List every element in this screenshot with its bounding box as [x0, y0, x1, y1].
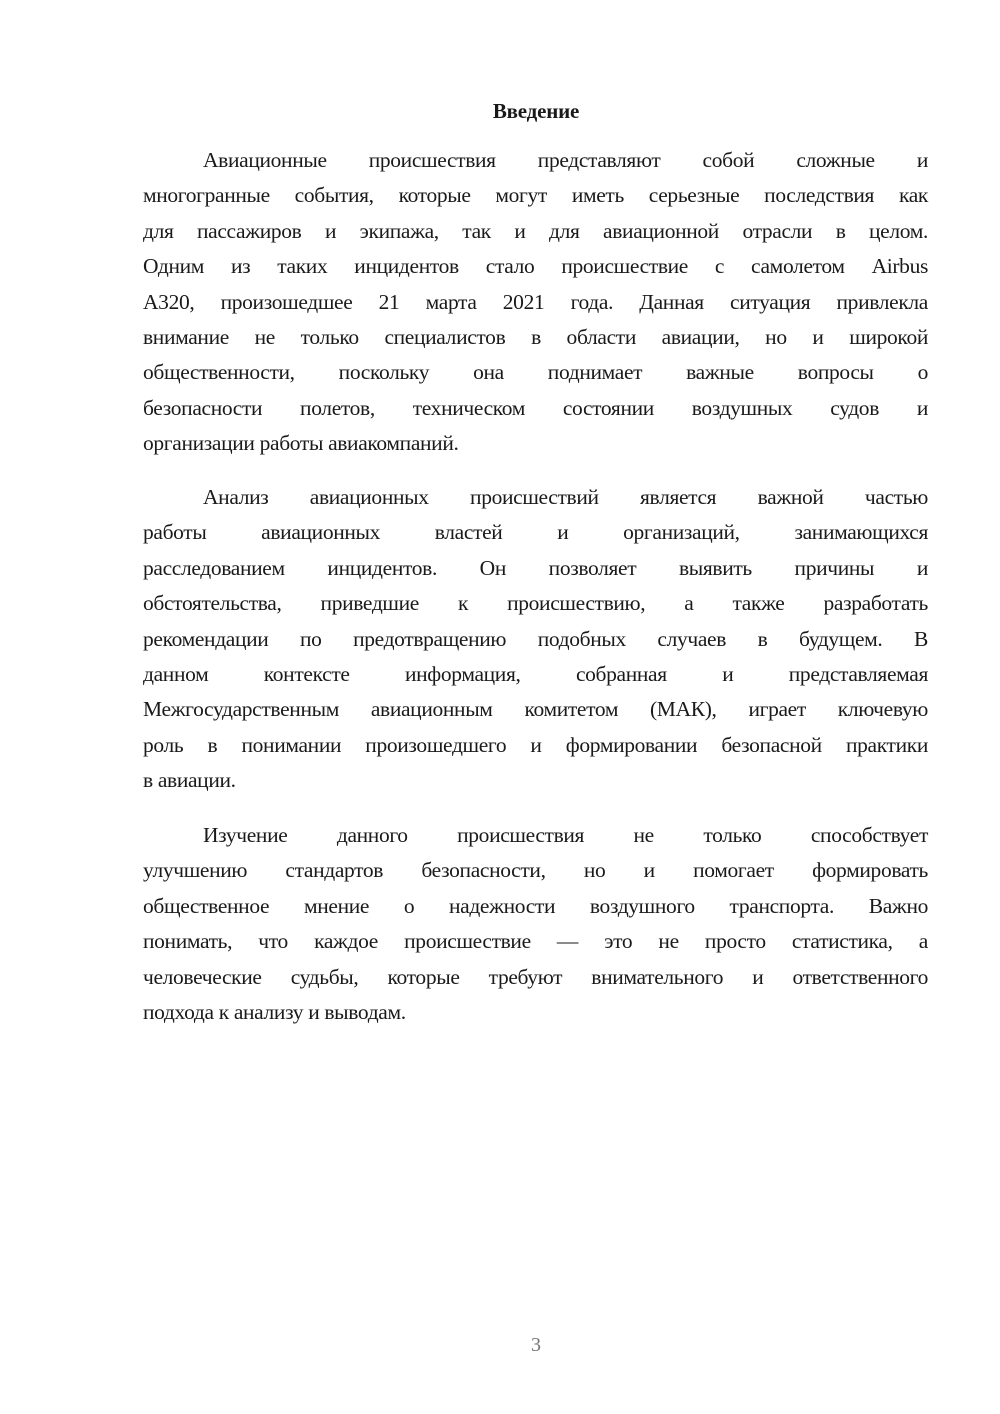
text-line: общественное мнение о надежности воздушного транспорта. Важно	[143, 893, 928, 918]
text-line: Авиационные происшествия представляют собой сложные и	[203, 148, 928, 172]
text-line: улучшению стандартов безопасности, но и помогает формировать	[143, 858, 928, 883]
text-line: человеческие судьбы, которые требуют внимательного и ответственного	[143, 964, 928, 989]
text-line: Анализ авиационных происшествий является важной частью	[203, 485, 928, 509]
text-line: А320, произошедшее 21 марта 2021 года. Данная ситуация привлекла	[143, 289, 928, 314]
text-line: понимать, что каждое происшествие — это не просто статистика, а	[143, 929, 928, 954]
text-line: рекомендации по предотвращению подобных случаев в будущем. В	[143, 626, 928, 651]
text-line: роль в понимании произошедшего и формировании безопасной практики	[143, 732, 928, 757]
text-line: внимание не только специалистов в области авиации, но и широкой	[143, 324, 928, 349]
text-line: расследованием инцидентов. Он позволяет выявить причины и	[143, 555, 928, 580]
paragraph-2	[143, 480, 928, 799]
text-line: безопасности полетов, техническом состоянии воздушных судов и	[143, 395, 928, 420]
text-line: многогранные события, которые могут иметь серьезные последствия как	[143, 183, 928, 208]
page-number: 3	[531, 1334, 541, 1356]
text-line: обстоятельства, приведшие к происшествию, а также разработать	[143, 591, 928, 616]
text-line: общественности, поскольку она поднимает важные вопросы о	[143, 360, 928, 385]
text-line: подхода к анализу и выводам.	[143, 999, 406, 1024]
text-line: в авиации.	[143, 768, 236, 793]
text-line: Межгосударственным авиационным комитетом (МАК), играет ключевую	[143, 697, 928, 722]
text-line: Изучение данного происшествия не только способствует	[203, 823, 928, 847]
text-line: организации работы авиакомпаний.	[143, 431, 459, 456]
paragraph-1	[143, 143, 928, 462]
text-line: для пассажиров и экипажа, так и для авиационной отрасли в целом.	[143, 218, 928, 243]
text-line: Одним из таких инцидентов стало происшествие с самолетом Airbus	[143, 254, 928, 279]
text-line: работы авиационных властей и организаций, занимающихся	[143, 520, 928, 545]
section-heading: Введение	[492, 99, 580, 123]
paragraph-3	[143, 818, 928, 1030]
text-line: данном контексте информация, собранная и представляемая	[143, 661, 928, 686]
